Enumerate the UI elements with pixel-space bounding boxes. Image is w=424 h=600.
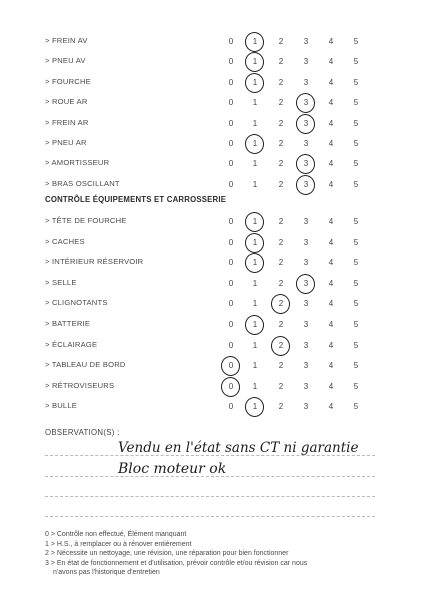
checklist-item-label: > CACHES bbox=[45, 236, 85, 246]
rating-option[interactable]: 4 bbox=[328, 381, 334, 391]
rating-option[interactable]: 2 bbox=[278, 237, 284, 247]
rating-option[interactable]: 4 bbox=[328, 139, 334, 148]
checklist-row bbox=[0, 32, 424, 52]
rating-option[interactable]: 5 bbox=[353, 118, 359, 128]
rating-option-selected[interactable]: 1 bbox=[247, 256, 263, 270]
rating-option[interactable]: 2 bbox=[278, 258, 284, 268]
rating-option[interactable]: 0 bbox=[228, 57, 234, 67]
rating-option[interactable]: 0 bbox=[228, 402, 234, 412]
handwritten-note-line-2: Bloc moteur ok bbox=[118, 461, 227, 477]
checklist-row bbox=[0, 93, 424, 113]
rating-option[interactable]: 5 bbox=[353, 179, 359, 189]
rating-option[interactable]: 5 bbox=[353, 217, 359, 226]
rating-option-selected[interactable]: 3 bbox=[298, 96, 314, 110]
rating-option[interactable]: 0 bbox=[228, 237, 234, 247]
rating-option[interactable]: 3 bbox=[303, 57, 309, 67]
rating-option[interactable]: 0 bbox=[228, 320, 234, 329]
rating-option[interactable]: 4 bbox=[328, 37, 334, 46]
checklist-item-label: > FREIN AR bbox=[45, 117, 89, 127]
rating-option-selected[interactable]: 1 bbox=[247, 318, 263, 332]
rating-option[interactable]: 0 bbox=[228, 118, 234, 128]
handwritten-note-line-1: Vendu en l'état sans CT ni garantie bbox=[118, 440, 359, 456]
observation-line bbox=[45, 516, 375, 517]
rating-option[interactable]: 3 bbox=[303, 299, 309, 309]
rating-option[interactable]: 3 bbox=[303, 402, 309, 412]
rating-option-selected[interactable]: 1 bbox=[247, 76, 263, 90]
checklist-item-label: > BULLE bbox=[45, 401, 78, 411]
checklist-row bbox=[0, 253, 424, 273]
rating-option[interactable]: 4 bbox=[328, 258, 334, 268]
rating-option[interactable]: 2 bbox=[278, 320, 284, 329]
rating-option[interactable]: 3 bbox=[303, 258, 309, 268]
rating-legend bbox=[45, 530, 405, 578]
rating-option-selected[interactable]: 1 bbox=[247, 236, 263, 250]
rating-option[interactable]: 4 bbox=[328, 237, 334, 247]
checklist-item-label: > SELLE bbox=[45, 277, 77, 287]
checklist-row bbox=[0, 73, 424, 93]
checklist-item-label: > AMORTISSEUR bbox=[45, 158, 110, 168]
checklist-item-label: > FREIN AV bbox=[45, 36, 88, 45]
rating-option[interactable]: 1 bbox=[252, 361, 258, 371]
rating-option[interactable]: 5 bbox=[353, 299, 359, 309]
rating-option[interactable]: 4 bbox=[328, 278, 334, 288]
rating-option[interactable]: 4 bbox=[328, 217, 334, 226]
rating-option[interactable]: 2 bbox=[278, 139, 284, 148]
checklist-row bbox=[0, 175, 424, 195]
rating-option[interactable]: 3 bbox=[303, 320, 309, 329]
legend-item: 1 > H.S., à remplacer ou à rénover entièrement bbox=[45, 540, 192, 548]
rating-option[interactable]: 3 bbox=[303, 237, 309, 247]
rating-option[interactable]: 2 bbox=[278, 98, 284, 108]
checklist-row bbox=[0, 356, 424, 376]
checklist-row bbox=[0, 52, 424, 72]
rating-option[interactable]: 2 bbox=[278, 361, 284, 371]
rating-option[interactable]: 1 bbox=[252, 98, 258, 108]
rating-option[interactable]: 4 bbox=[328, 320, 334, 329]
rating-option[interactable]: 2 bbox=[278, 179, 284, 189]
checklist-item-label: > PNEU AV bbox=[45, 56, 86, 66]
rating-option[interactable]: 5 bbox=[353, 278, 359, 288]
legend-item: 3 > En état de fonctionnement et d'utilisation, prévoir contrôle et/ou révision car nous bbox=[45, 559, 308, 567]
rating-option[interactable]: 3 bbox=[303, 381, 309, 391]
rating-option[interactable]: 0 bbox=[228, 77, 234, 87]
rating-option[interactable]: 5 bbox=[353, 258, 359, 268]
rating-option[interactable]: 4 bbox=[328, 57, 334, 67]
checklist-item-label: > ROUE AR bbox=[45, 97, 88, 107]
rating-option[interactable]: 4 bbox=[328, 361, 334, 371]
rating-option[interactable]: 3 bbox=[303, 340, 309, 350]
rating-option[interactable]: 2 bbox=[278, 381, 284, 391]
rating-option[interactable]: 5 bbox=[353, 237, 359, 247]
observation-line bbox=[45, 496, 375, 497]
rating-option-selected[interactable]: 0 bbox=[223, 359, 239, 373]
rating-option-selected[interactable]: 0 bbox=[223, 380, 239, 394]
rating-option[interactable]: 3 bbox=[303, 217, 309, 226]
rating-option[interactable]: 4 bbox=[328, 118, 334, 128]
checklist-item-label: > RÉTROVISEURS bbox=[45, 380, 115, 390]
legend-item: n'avons pas l'historique d'entretien bbox=[53, 569, 160, 577]
rating-option[interactable]: 5 bbox=[353, 159, 359, 169]
checklist-row bbox=[0, 134, 424, 154]
checklist-item-label: > BRAS OSCILLANT bbox=[45, 178, 120, 188]
checklist-item-label: > CLIGNOTANTS bbox=[45, 298, 108, 308]
rating-option[interactable]: 0 bbox=[228, 139, 234, 148]
observations-title: OBSERVATION(S) : bbox=[45, 428, 120, 437]
rating-option[interactable]: 3 bbox=[303, 361, 309, 371]
checklist-row bbox=[0, 377, 424, 397]
rating-option[interactable]: 2 bbox=[278, 278, 284, 288]
section-title-equipment: CONTRÔLE ÉQUIPEMENTS ET CARROSSERIE bbox=[45, 195, 227, 204]
rating-option[interactable]: 4 bbox=[328, 179, 334, 189]
rating-option[interactable]: 0 bbox=[228, 217, 234, 226]
rating-option[interactable]: 5 bbox=[353, 98, 359, 108]
checklist-item-label: > PNEU AR bbox=[45, 138, 87, 147]
rating-option[interactable]: 2 bbox=[278, 402, 284, 412]
legend-item: 0 > Contrôle non effectué, Élément manquant bbox=[45, 531, 187, 538]
rating-option[interactable]: 5 bbox=[353, 361, 359, 371]
rating-option[interactable]: 5 bbox=[353, 320, 359, 329]
checklist-row bbox=[0, 274, 424, 294]
rating-option-selected[interactable]: 1 bbox=[247, 35, 263, 49]
rating-option[interactable]: 0 bbox=[228, 278, 234, 288]
rating-option-selected[interactable]: 3 bbox=[298, 157, 314, 171]
rating-option-selected[interactable]: 1 bbox=[247, 400, 263, 414]
rating-option[interactable]: 1 bbox=[252, 299, 258, 309]
checklist-row bbox=[0, 154, 424, 174]
rating-option[interactable]: 0 bbox=[228, 179, 234, 189]
checklist-item-label: > TÊTE DE FOURCHE bbox=[45, 216, 127, 225]
rating-option[interactable]: 5 bbox=[353, 57, 359, 67]
rating-option-selected[interactable]: 3 bbox=[298, 178, 314, 192]
checklist-row bbox=[0, 233, 424, 253]
checklist-item-label: > BATTERIE bbox=[45, 319, 91, 328]
rating-option[interactable]: 0 bbox=[228, 159, 234, 169]
rating-option-selected[interactable]: 3 bbox=[298, 277, 314, 291]
rating-option-selected[interactable]: 3 bbox=[298, 117, 314, 131]
rating-option-selected[interactable]: 1 bbox=[247, 55, 263, 69]
rating-option[interactable]: 3 bbox=[303, 77, 309, 87]
rating-option[interactable]: 1 bbox=[252, 278, 258, 288]
rating-option[interactable]: 0 bbox=[228, 299, 234, 309]
rating-option[interactable]: 2 bbox=[278, 57, 284, 67]
rating-option-selected[interactable]: 1 bbox=[247, 215, 263, 229]
checklist-row bbox=[0, 294, 424, 314]
rating-option[interactable]: 4 bbox=[328, 159, 334, 169]
checklist-item-label: > FOURCHE bbox=[45, 76, 91, 86]
rating-option[interactable]: 2 bbox=[278, 77, 284, 87]
rating-option[interactable]: 2 bbox=[278, 159, 284, 169]
rating-option[interactable]: 5 bbox=[353, 381, 359, 391]
rating-option[interactable]: 5 bbox=[353, 340, 359, 350]
rating-option[interactable]: 4 bbox=[328, 402, 334, 412]
rating-option-selected[interactable]: 2 bbox=[273, 297, 289, 311]
checklist-row bbox=[0, 212, 424, 232]
rating-option[interactable]: 0 bbox=[228, 258, 234, 268]
rating-option[interactable]: 5 bbox=[353, 37, 359, 46]
checklist-item-label: > TABLEAU DE BORD bbox=[45, 360, 126, 370]
checklist-item-label: > INTÉRIEUR RÉSERVOIR bbox=[45, 257, 144, 267]
checklist-row bbox=[0, 315, 424, 335]
rating-option[interactable]: 4 bbox=[328, 340, 334, 350]
rating-option[interactable]: 5 bbox=[353, 402, 359, 412]
rating-option[interactable]: 0 bbox=[228, 37, 234, 46]
checklist-row bbox=[0, 114, 424, 134]
rating-option[interactable]: 1 bbox=[252, 340, 258, 350]
rating-option-selected[interactable]: 2 bbox=[273, 339, 289, 353]
rating-option[interactable]: 2 bbox=[278, 118, 284, 128]
rating-option[interactable]: 1 bbox=[252, 118, 258, 128]
rating-option[interactable]: 3 bbox=[303, 139, 309, 148]
checklist-row bbox=[0, 397, 424, 417]
rating-option[interactable]: 5 bbox=[353, 139, 359, 148]
checklist-row bbox=[0, 336, 424, 356]
rating-option[interactable]: 4 bbox=[328, 98, 334, 108]
rating-option[interactable]: 1 bbox=[252, 381, 258, 391]
rating-option-selected[interactable]: 1 bbox=[247, 137, 263, 151]
rating-option[interactable]: 4 bbox=[328, 77, 334, 87]
checklist-item-label: > ÉCLAIRAGE bbox=[45, 339, 98, 349]
rating-option[interactable]: 2 bbox=[278, 217, 284, 226]
rating-option[interactable]: 0 bbox=[228, 98, 234, 108]
rating-option[interactable]: 2 bbox=[278, 37, 284, 46]
rating-option[interactable]: 1 bbox=[252, 179, 258, 189]
rating-option[interactable]: 0 bbox=[228, 340, 234, 350]
rating-option[interactable]: 5 bbox=[353, 77, 359, 87]
rating-option[interactable]: 1 bbox=[252, 159, 258, 169]
rating-option[interactable]: 3 bbox=[303, 37, 309, 46]
rating-option[interactable]: 4 bbox=[328, 299, 334, 309]
legend-item: 2 > Nécessite un nettoyage, une révision, une réparation pour bien fonctionner bbox=[45, 550, 289, 558]
